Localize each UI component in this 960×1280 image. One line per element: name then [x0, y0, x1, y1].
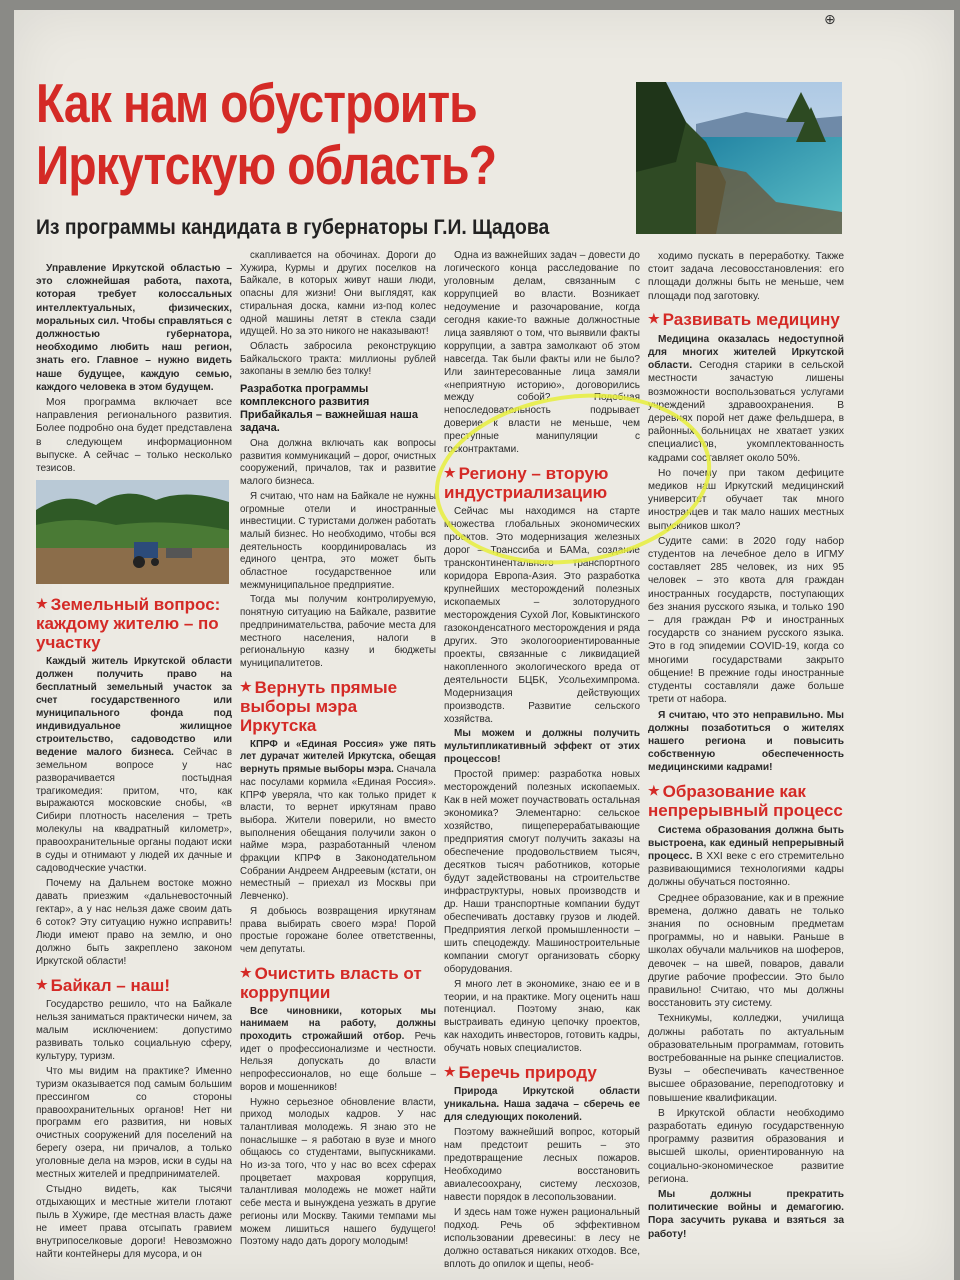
col4-paragraph-1: ходимо пускать в переработку. Также стоит задача лесовосстановления: его площади должны быть не меньше, чем площади под заготовку. — [648, 251, 844, 302]
education-paragraph-2: Среднее образование, как и в прежние времена, должно давать не только знания по основным предметам программы, но и навыки. Раньше в школах обучали мальчиков на шоферов, девочек – на швей, поваров, давали другие рабочие профессии. Это было правильно! Считаю, что мы должны восстановить эту систему. — [648, 892, 844, 1010]
headline-line-1: Как нам обустроить — [36, 72, 477, 134]
col2-paragraph-3: Она должна включать как вопросы развития коммуникаций – дорог, очистных сооружений, причалов, так и развитие малого бизнеса. — [240, 438, 436, 488]
medicine-text: Сегодня старики в сельской местности зачастую лишены возможности воспользоваться услугами учреждений здравоохранения. В деревнях порой нет даже фельдшера, в районных больницах не хватает узких специалистов, укомплектованность кадрами составляет около 50%. — [648, 360, 844, 464]
baikal-paragraph-2: Что мы видим на практике? Именно туризм оказывается под самым большим прессингом со стороны правоохранительных органов! Нет ни программ его развития, ни новых очистных сооружений для поселений на берегу озера, ни причалов, а только уголовные дела на мэров, иски в суды на местных жителей и предпринимателей. — [36, 1065, 232, 1181]
nature-paragraph-2: Поэтому важнейший вопрос, который нам предстоит решить – это предотвращение лесных пожаров. Необходимо восстановить авиалесоохрану, систему лесхозов, навести порядок в лесопользовании. — [444, 1127, 640, 1203]
corruption-text: Речь идет о профессионализме и честности. Нельзя допускать до власти непрофессионалов, но еще больше – воров и мошенников! — [240, 1031, 436, 1093]
education-lead: Система образования должна быть выстроена, как единый непрерывный процесс. — [648, 824, 844, 862]
education-paragraph-4: В Иркутской области необходимо разработать единую государственную программу развития образования и высшей школы, ориентированную на социально-экономическое развитие региона. — [648, 1107, 844, 1185]
program-subtitle: Разработка программы комплексного развития Прибайкалья – важнейшая наша задача. — [240, 383, 418, 435]
corruption-lead: Все чиновники, которых мы нанимаем на работу, должны проходить строжайший отбор. — [240, 1005, 436, 1043]
lake-photo — [636, 82, 842, 234]
industry-paragraph-4: Я много лет в экономике, знаю ее и в теории, и на практике. Могу оценить наш потенциал. Поэтому знаю, как выстраивать единую цепочку проектов, как находить инвесторов, готовить кадры, обучать новых специалистов. — [444, 978, 640, 1055]
education-paragraph-3: Техникумы, колледжи, училища должны работать по актуальным образовательным программам, готовить востребованные на рынке специалистов. Вузы – обеспечивать качественное высшее образование, переподготовку и повышение квалификации. — [648, 1013, 844, 1104]
column-3 — [444, 250, 640, 1274]
headline-line-2: Иркутскую область? — [36, 134, 497, 196]
baikal-paragraph-3: Стыдно видеть, как тысячи отдыхающих и местные жители глотают пыль в Хужире, где местная власть даже не имеет права отсыпать гравием внутрипоселковые дороги! Невозможно найти контейнеры для мусора, и он — [36, 1184, 232, 1260]
column-2 — [240, 250, 436, 1251]
mayor-text: Сначала нас посулами кормила «Единая Россия». КПРФ уверяла, что как только придет к власти, то вернет иркутянам право выбора. Жители поверили, но вместо выполнения обещания получили закон о найме мэра, разработанный членом фракции КПРФ в Законодательном Собрании Андреем Андреевым (кстати, он неместный – приехал из Москвы при Левченко). — [240, 764, 436, 903]
col2-paragraph-1: скапливается на обочинах. Дороги до Хужира, Курмы и других поселков на Байкале, в которых живут наши люди, опасны для жизни! Они выглядят, как стиральная доска, камни из-под колес одной машины летят в стекла сзади идущей. Но за это никого не наказывают! — [240, 250, 436, 338]
section-land-title: ★ Земельный вопрос: каждому жителю – по участку — [36, 595, 221, 652]
intro-paragraph: Моя программа включает все направления регионального развития. Более подробно она будет представлена в следующем информационном выпуске. А сейчас – только несколько тезисов. — [36, 397, 232, 475]
corruption-paragraph-2: Нужно серьезное обновление власти, приход молодых кадров. У нас талантливая молодежь. Я знаю это не понаслышке – я работаю в вузе и много общаюсь со студентами, выпускниками. Но из-за того, что у нас во всех сферах процветает махровая коррупция, талантливая молодежь не может найти себе места и вынуждена уезжать в другие регионы или Москву. Такими темпами мы можем лишиться нашего будущего! Поэтому надо дать дорогу молодым! — [240, 1096, 436, 1248]
medicine-conclusion: Я считаю, что это неправильно. Мы должны позаботиться о жителях нашего региона и повысить собственную обеспеченность медицинскими кадрами! — [648, 709, 844, 774]
field-tractor-photo — [36, 480, 229, 584]
newspaper-page — [14, 10, 954, 1280]
col2-paragraph-5: Тогда мы получим контролируемую, понятную ситуацию на Байкале, развитие предпринимательства, рабочие места для местного населения, налоги в региональную казну и бюджеты муниципалитетов. — [240, 594, 436, 669]
column-1 — [36, 262, 232, 477]
mayor-lead: КПРФ и «Единая Россия» уже пять лет дурачат жителей Иркутска, обещая вернуть прямые выборы мэра. — [240, 738, 436, 776]
land-text: Сейчас в земельном вопросе у нас разворачивается постыдная трагикомедия: притом, что, как выражаются московские снобы, «в Сибири плотность населения – треть молекулы на квадратный километр», правоохранительные органы подают иски в суды и отнимают у людей их дачные и садоводческие участки. — [36, 746, 233, 875]
nature-lead: Природа Иркутской области уникальна. Наша задача – сберечь ее для следующих поколений. — [444, 1086, 640, 1124]
col3-paragraph-1: Одна из важнейших задач – довести до логического конца расследование по уголовным делам, связанным с коррупцией во власти. Возникает недоумение и разочарование, когда сегодня какие-то важные должностные лица заявляют о том, что выявили факты коррупции, а завтра замолкают об этом навсегда. Так были факты или не было? Или заинтересованные лица замяли «неприятную историю», договорились между собой? Подобная непоследовательность подрывает доверие к власти не меньше, чем преступные манипуляции с госконтрактами. — [444, 250, 640, 456]
baikal-paragraph-1: Государство решило, что на Байкале нельзя заниматься практически ничем, за малым исключением: допустимо развивать только социальную сферу, культуру, туризм. — [36, 998, 232, 1062]
col2-paragraph-4: Я считаю, что нам на Байкале не нужны огромные отели и иностранные инвестиции. С туристами должен работать малый бизнес. Но необходимо, чтобы вся деятельность координировалась из единого центра, это может быть областное государственное или межмуниципальное предприятие. — [240, 490, 436, 591]
section-nature-title: ★ Беречь природу — [444, 1063, 597, 1083]
column-4 — [648, 250, 844, 1243]
section-industry-title: ★ Региону – вторую индустриализацию — [444, 464, 609, 503]
section-corruption-title: ★ Очистить власть от коррупции — [240, 963, 422, 1002]
land-lead: Каждый житель Иркутской области должен получить право на бесплатный земельный участок за счет государственного или муниципального фонда под индивидуальное жилищное строительство, садоводство или ведение малого бизнеса. — [36, 656, 232, 758]
education-conclusion: Мы должны прекратить политические войны и демагогию. Пора засучить рукава и взяться за работу! — [648, 1189, 844, 1240]
col2-paragraph-2: Область забросила реконструкцию Байкальского тракта: миллионы рублей закопаны в землю без толку! — [240, 340, 436, 378]
industry-lead: Мы можем и должны получить мультипликативный эффект от этих процессов! — [444, 728, 640, 766]
industry-paragraph-3: Простой пример: разработка новых месторождений полезных ископаемых. Как в ней может поучаствовать остальная экономика? Элементарно: сельское хозяйство, пищеперерабатывающие предприятия смогут получить заказы на обеспечение продовольствием тысяч, десятков тысяч работников, которые будут задействованы на строительстве инфраструктуры, новых производств и др. Наши транспортные компании будут обеспечивать доставку грузов и людей. Предприятия легкой промышленности – шить спецодежду. Машиностроительные компании смогут организовать сборку оборудования. — [444, 769, 640, 975]
column-1-lower — [36, 588, 232, 1264]
section-baikal-title: ★ Байкал – наш! — [36, 975, 170, 995]
education-text: В XXI веке с его стремительно развивающимися технологиями кадры должны обучаться постоянно. — [648, 850, 844, 889]
subheadline: Из программы кандидата в губернаторы Г.И. Щадова — [36, 216, 550, 239]
medicine-paragraph-2: Но почему при таком дефиците медиков наш Иркутский медицинский университет обучает так много иностранцев и так мало наших местных выпускников школ? — [648, 467, 844, 532]
medicine-lead: Медицина оказалась недоступной для многих жителей Иркутской области. — [648, 333, 844, 372]
intro-lead: Управление Иркутской областью – это сложнейшая работа, пахота, которая требует колоссальных интеллектуальных, физических, моральных сил. Чтобы справляться с должностью губернатора, необходимо любить наш регион, знать его. Главное – нужно видеть наше будущее, каждую семью, каждого человека в этом будущем. — [36, 263, 232, 393]
nature-paragraph-3: И здесь нам тоже нужен рациональный подход. Речь об эффективном использовании древесины: в лесу не должно оставаться никаких отходов. Все, вплоть до опилок и щепы, необ- — [444, 1206, 640, 1270]
headline — [36, 72, 540, 196]
mayor-paragraph-2: Я добьюсь возвращения иркутянам права выбирать своего мэра! Порой простые горожане более ответственны, чем депутаты. — [240, 905, 436, 955]
industry-paragraph-1: Сейчас мы находимся на старте множества глобальных экономических проектов. Это модернизация железных дорог – Транссиба и БАМа, создание трансконтинентального транспортного коридора Европа-Азия. Это разработка крупнейших месторождений полезных ископаемых – золоторудного месторождения Сухой Лог, Ковыктинского газоконденсатного месторождения и ряда других. Это экологоориентированные проекты, связанные с ликвидацией накопленного экологического вреда от деятельности БЦБК, Усольехимпрома. Модернизация действующих производств. Развитие сельского хозяйства. — [444, 506, 640, 725]
registration-mark: ⊕ — [824, 12, 836, 28]
section-education-title: ★ Образование как непрерывный процесс — [648, 781, 843, 820]
land-paragraph-2: Почему на Дальнем востоке можно давать приезжим «дальневосточный гектар», а у нас нельзя даже своим дать 6 соток? Эту ситуацию нужно исправить! Люди имеют право на землю, и оно должно быть закреплено законом Иркутской области! — [36, 878, 232, 967]
section-mayor-title: ★ Вернуть прямые выборы мэра Иркутска — [240, 677, 398, 735]
section-medicine-title: ★ Развивать медицину — [648, 309, 840, 329]
medicine-paragraph-3: Судите сами: в 2020 году набор студентов на лечебное дело в ИГМУ составляет 285 человек, из них 95 человек – это квота для граждан иностранных государств, поступающих без знания русского языка, и только 190 – для граждан РФ и иностранных государств со знанием русского языка. Это в год эпидемии COVID-19, когда со многими государствами закрыто общение! В прежние годы иностранные студенты составляли даже больше трети от набора. — [648, 535, 844, 706]
